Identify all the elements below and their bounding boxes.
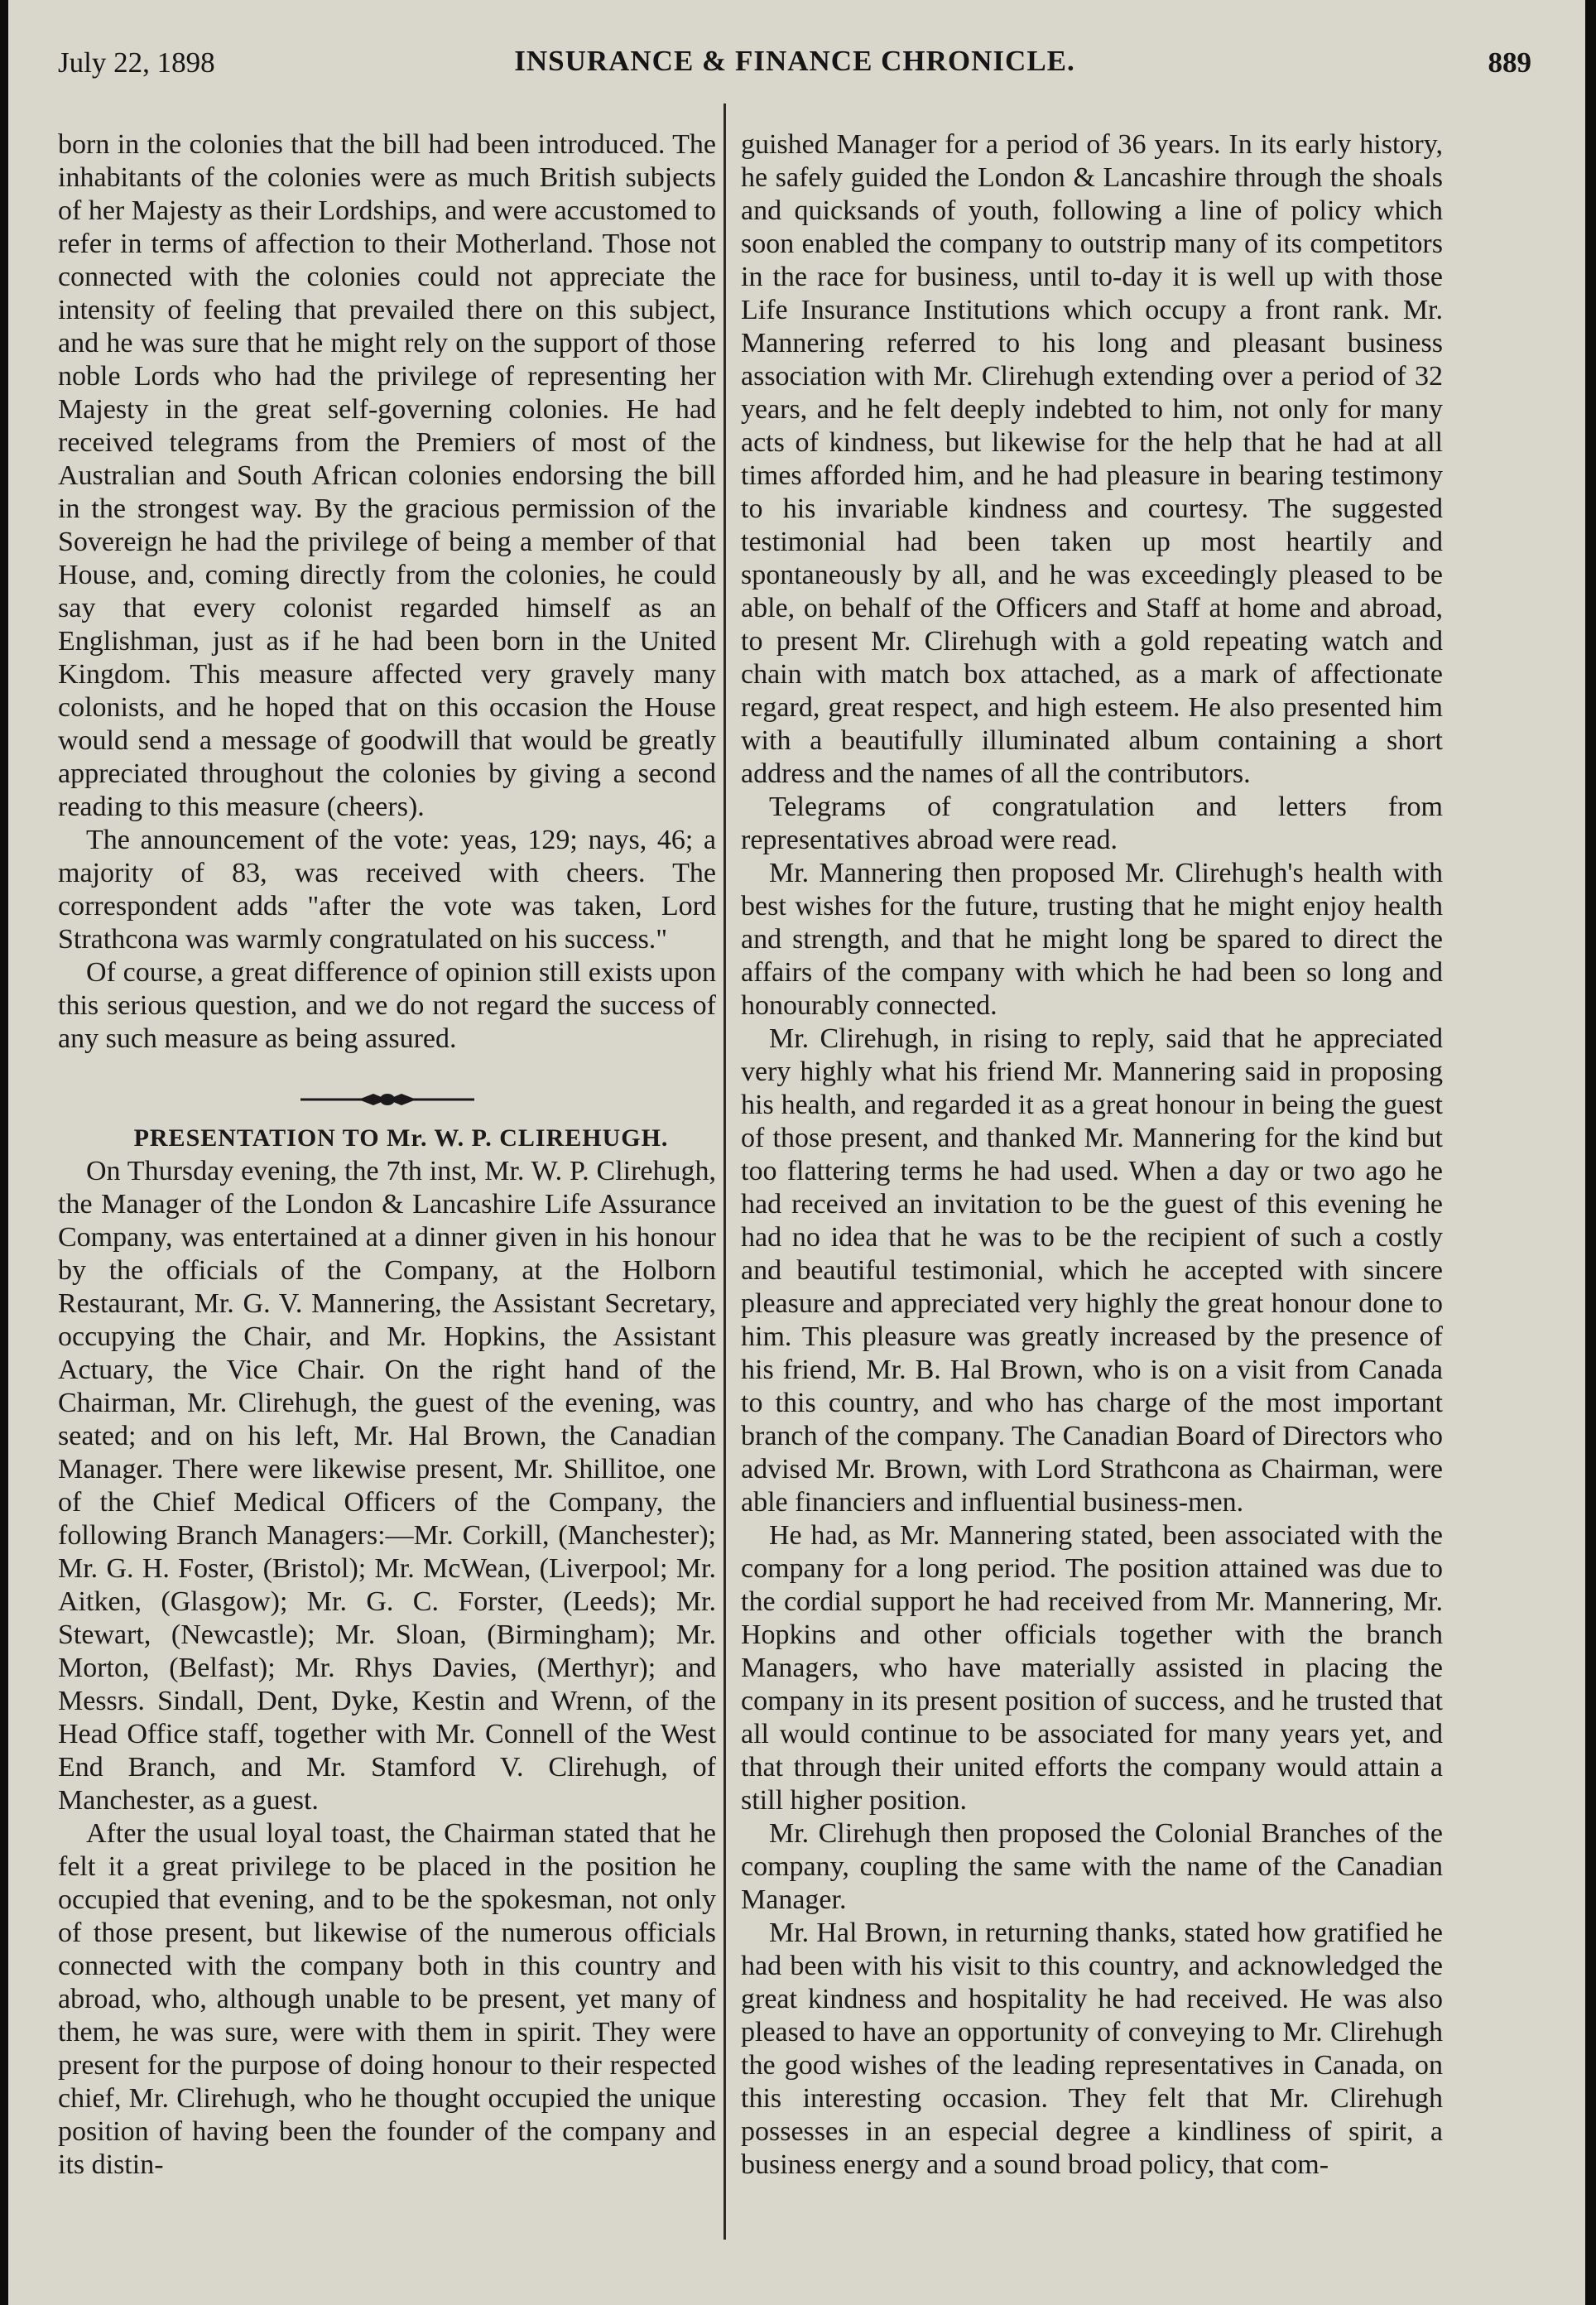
article-paragraph: Mr. Hal Brown, in returning thanks, stated how gratified he had been with his visit to this country, and acknowledged the great kindness and hospitality he had received. He was also pleased to have an opportunity of conveying to Mr. Clirehugh the good wishes of the leading representatives in Canada, on this interesting occasion. They felt that Mr. Clirehugh possesses in an especial degree a kindliness of spirit, a business energy and a sound broad policy, that com- <box>741 1918 1443 2180</box>
newspaper-page <box>8 0 1585 2305</box>
section-divider-ornament <box>58 1084 716 1104</box>
article-paragraph: After the usual loyal toast, the Chairman stated that he felt it a great privilege to be placed in the position he occupied that evening, and to be the spokesman, not only of those present, but likewise of the numerous officials connected with the company both in this country and abroad, who, although unable to be present, yet many of them, he was sure, were with them in spirit. They were present for the purpose of doing honour to their respected chief, Mr. Clirehugh, who he thought occupied the unique position of having been the founder of the company and its distin- <box>58 1818 716 2180</box>
article-paragraph: Mr. Mannering then proposed Mr. Clirehugh's health with best wishes for the future, trusting that he might enjoy health and strength, and that he might long be spared to direct the affairs of the company with which he had been so long and honourably connected. <box>741 858 1443 1021</box>
column-divider <box>723 103 726 2240</box>
left-column <box>58 128 716 2256</box>
page-header <box>58 41 1531 93</box>
issue-date: July 22, 1898 <box>58 46 215 79</box>
article-paragraph: Telegrams of congratulation and letters from representatives abroad were read. <box>741 792 1443 855</box>
right-column <box>741 128 1443 2256</box>
article-paragraph: He had, as Mr. Mannering stated, been associated with the company for a long period. The position attained was due to the cordial support he had received from Mr. Mannering, Mr. Hopkins and other officials together with the branch Managers, who have materially assisted in placing the company in its present position of success, and he trusted that all would continue to be associated for many years yet, and that through their united efforts the company would attain a still higher position. <box>741 1520 1443 1816</box>
article-paragraph: guished Manager for a period of 36 years. In its early history, he safely guided the London & Lancashire through the shoals and quicksands of youth, following a line of policy which soon enabled the company to outstrip many of its competitors in the race for business, until to-day it is well up with those Life Insurance Institutions which occupy a front rank. Mr. Mannering referred to his long and pleasant business association with Mr. Clirehugh extending over a period of 32 years, and he felt deeply indebted to him, not only for many acts of kindness, but likewise for the help that he had at all times afforded him, and he had pleasure in bearing testimony to his invariable kindness and courtesy. The suggested testimonial had been taken up most heartily and spontaneously by all, and he was exceedingly pleased to be able, on behalf of the Officers and Staff at home and abroad, to present Mr. Clirehugh with a gold repeating watch and chain with match box attached, as a mark of affectionate regard, great respect, and high esteem. He also presented him with a beautifully illuminated album containing a short address and the names of all the contributors. <box>741 129 1443 789</box>
section-title: PRESENTATION TO Mr. W. P. CLIREHUGH. <box>133 1124 669 1152</box>
ornament-icon <box>300 1090 474 1109</box>
article-paragraph: On Thursday evening, the 7th inst, Mr. W. P. Clirehugh, the Manager of the London & Lancashire Life Assurance Company, was entertained at a dinner given in his honour by the officials of the Company, at the Holborn Restaurant, Mr. G. V. Mannering, the Assistant Secretary, occupying the Chair, and Mr. Hopkins, the Assistant Actuary, the Vice Chair. On the right hand of the Chairman, Mr. Clirehugh, the guest of the evening, was seated; and on his left, Mr. Hal Brown, the Canadian Manager. There were likewise present, Mr. Shillitoe, one of the Chief Medical Officers of the Company, the following Branch Managers:—Mr. Corkill, (Manchester); Mr. G. H. Foster, (Bristol); Mr. McWean, (Liverpool; Mr. Aitken, (Glasgow); Mr. G. C. Forster, (Leeds); Mr. Stewart, (Newcastle); Mr. Sloan, (Birmingham); Mr. Morton, (Belfast); Mr. Rhys Davies, (Merthyr); and Messrs. Sindall, Dent, Dyke, Kestin and Wrenn, of the Head Office staff, together with Mr. Connell of the West End Branch, and Mr. Stamford V. Clirehugh, of Manchester, as a guest. <box>58 1156 716 1816</box>
article-paragraph: born in the colonies that the bill had been introduced. The inhabitants of the colonies were as much British subjects of her Majesty as their Lordships, and were accustomed to refer in terms of affection to their Motherland. Those not connected with the colonies could not appreciate the intensity of feeling that prevailed there on this subject, and he was sure that he might rely on the support of those noble Lords who had the privilege of representing her Majesty in the great self-governing colonies. He had received telegrams from the Premiers of most of the Australian and South African colonies endorsing the bill in the strongest way. By the gracious permission of the Sovereign he had the privilege of being a member of that House, and, coming directly from the colonies, he could say that every colonist regarded himself as an Englishman, just as if he had been born in the United Kingdom. This measure affected very gravely many colonists, and he hoped that on this occasion the House would send a message of goodwill that would be greatly appreciated throughout the colonies by giving a second reading to this measure (cheers). <box>58 129 716 822</box>
article-paragraph: Mr. Clirehugh then proposed the Colonial Branches of the company, coupling the same with the name of the Canadian Manager. <box>741 1818 1443 1915</box>
publication-title: INSURANCE & FINANCE CHRONICLE. <box>514 45 1075 77</box>
article-paragraph: Of course, a great difference of opinion still exists upon this serious question, and we do not regard the success of any such measure as being assured. <box>58 957 716 1054</box>
article-paragraph: The announcement of the vote: yeas, 129; nays, 46; a majority of 83, was received with cheers. The correspondent adds "after the vote was taken, Lord Strathcona was warmly congratulated on his success." <box>58 825 716 955</box>
page-number: 889 <box>1488 46 1531 79</box>
article-paragraph: Mr. Clirehugh, in rising to reply, said that he appreciated very highly what his friend Mr. Mannering said in proposing his health, and regarded it as a great honour in being the guest of those present, and thanked Mr. Mannering for the kind but too flattering terms he had used. When a day or two ago he had received an invitation to be the guest of this evening he had no idea that he was to be the recipient of such a costly and beautiful testimonial, which he accepted with sincere pleasure and appreciated very highly the great honour done to him. This pleasure was greatly increased by the presence of his friend, Mr. B. Hal Brown, who is on a visit from Canada to this country, and who has charge of the most important branch of the company. The Canadian Board of Directors who advised Mr. Brown, with Lord Strathcona as Chairman, were able financiers and influential business-men. <box>741 1023 1443 1518</box>
